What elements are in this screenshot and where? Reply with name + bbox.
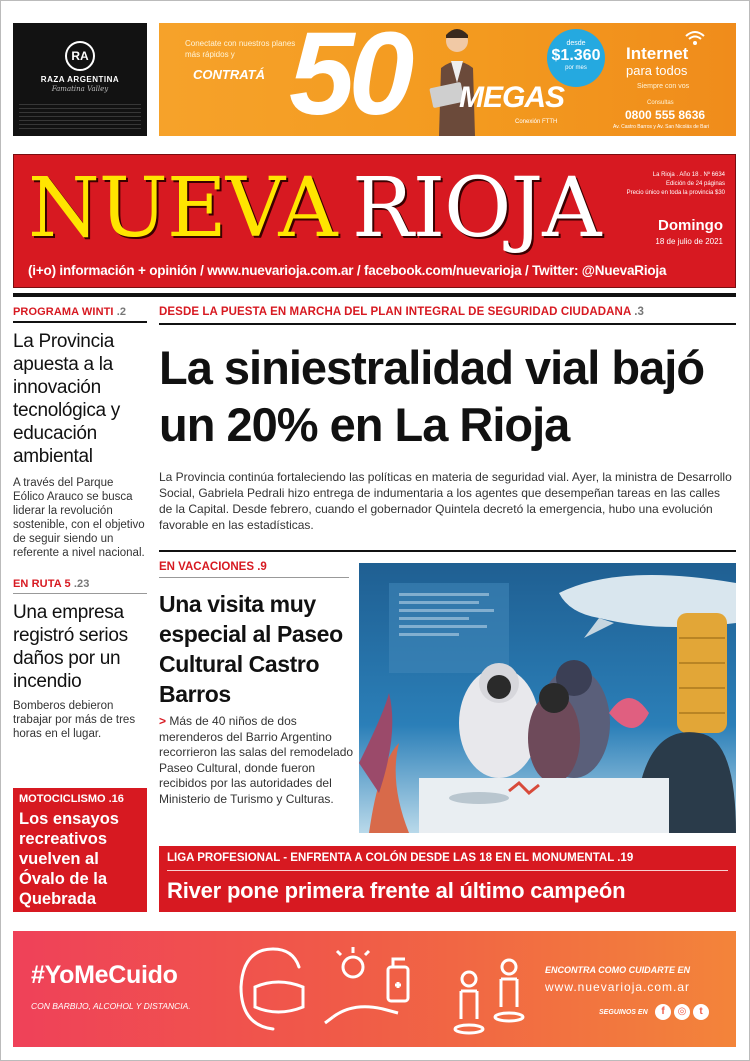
section-label [13, 578, 147, 590]
raza-name: RAZA ARGENTINA [40, 75, 120, 84]
main-kicker-text: DESDE LA PUESTA EN MARCHA DEL PLAN INTEGRAL DE SEGURIDAD CIUDADANA [159, 306, 631, 318]
internet-tagline: Siempre con vos [637, 83, 690, 90]
raza-fine-print [19, 104, 141, 130]
section-label-text: EN RUTA 5 [13, 578, 71, 590]
section-label [13, 306, 147, 318]
internet-ad-speed: 50 [289, 23, 409, 136]
section-page-number: .2 [116, 306, 127, 318]
story-headline: La Provincia apuesta a la innovación tecnológica y educación ambiental [13, 331, 121, 467]
main-kicker [159, 306, 736, 318]
second-body [159, 714, 354, 807]
river-rule [167, 870, 728, 871]
twitter-icon[interactable]: t [693, 1004, 709, 1020]
story-body: Bomberos debieron trabajar por más de tres horas en el lugar. [13, 700, 136, 740]
river-banner[interactable] [159, 846, 736, 912]
main-headline[interactable]: La siniestralidad vial bajó un 20% en La Rioja [159, 341, 705, 451]
internet-brand-line1: Internet [626, 44, 689, 63]
section-label-text: PROGRAMA WINTI [13, 306, 114, 318]
social-distance-icon [455, 960, 523, 1033]
masthead [13, 154, 736, 288]
yomecuido-url[interactable]: www.nuevarioja.com.ar [545, 980, 691, 994]
internet-ad-contrata: CONTRATÁ [193, 67, 265, 82]
yomecuido-follow: SEGUINOS EN [599, 1009, 648, 1016]
internet-ad-megas: MEGAS [459, 81, 565, 114]
main-kicker-page: .3 [634, 306, 645, 318]
person-with-laptop-icon [427, 23, 485, 136]
edition-info-line1: La Rioja . Año 18 . Nº 6634 [652, 172, 725, 178]
internet-ad-intro: Conectate con nuestros planes más rápidos y [185, 39, 296, 59]
section-page-number: .23 [73, 578, 90, 590]
edition-info-line2: Edición de 24 páginas [665, 181, 725, 187]
raza-subtitle: Famatina Valley [51, 85, 109, 93]
section-rule [13, 321, 147, 323]
edition-info [625, 171, 725, 198]
care-icons [233, 937, 533, 1041]
edition-date: 18 de julio de 2021 [655, 237, 723, 246]
mask-face-icon [241, 949, 303, 1029]
main-story-rule [159, 550, 736, 552]
aquarium-visit-photo[interactable] [359, 563, 736, 833]
story-headline: Una empresa registró serios daños por un incendio [13, 602, 128, 692]
motociclismo-headline: Los ensayos recreativos vuelven al Óvalo de la Quebrada [19, 810, 119, 908]
masthead-title-nueva: NUEVA [28, 161, 337, 256]
second-kicker-rule [159, 577, 349, 578]
arrow-icon: > [159, 714, 167, 728]
masthead-title-rioja: RIOJA [352, 161, 601, 256]
masthead-divider [13, 293, 736, 297]
yomecuido-ad[interactable] [13, 931, 736, 1047]
edition-day: Domingo [658, 217, 723, 234]
second-headline[interactable]: Una visita muy especial al Paseo Cultural Castro Barros [159, 591, 343, 707]
second-body-text: Más de 40 niños de dos merenderos del Barrio Argentino recorrieron las salas del remodelado Paseo Cultural, donde fueron recibidos por las autoridades del Ministerio de Turismo y Culturas. [159, 714, 354, 806]
price-from: desde [566, 40, 586, 47]
instagram-icon[interactable]: ◎ [674, 1004, 690, 1020]
left-story-ruta5[interactable] [13, 578, 147, 741]
river-headline: River pone primera frente al último campeón [167, 878, 626, 903]
main-kicker-rule [159, 323, 736, 325]
internet-brand [626, 45, 688, 79]
left-column [13, 306, 147, 741]
river-label: LIGA PROFESIONAL - ENFRENTA A COLÓN DESDE LAS 18 EN EL MONUMENTAL .19 [167, 852, 634, 864]
second-kicker: EN VACACIONES .9 [159, 561, 267, 573]
motociclismo-label: MOTOCICLISMO .16 [19, 793, 124, 805]
internet-brand-line2: para todos [626, 63, 688, 78]
internet-consult-label: Consultas [647, 100, 674, 106]
raza-argentina-ad[interactable] [13, 23, 147, 136]
masthead-strapline: (i+o) información + opinión / www.nuevarioja.com.ar / facebook.com/nuevarioja / Twitter: @NuevaRioja [28, 263, 667, 278]
raza-logo: RA [65, 41, 95, 71]
yomecuido-hashtag: #YoMeCuido [31, 961, 178, 989]
main-body: La Provincia continúa fortaleciendo las políticas en materia de seguridad vial. Ayer, la ministra de Desarrollo Social, Gabriela Pedrali hizo entrega de indumentaria a los agentes que desempeñan tareas en las calles de la Capital. Desde febrero, cuando el gobernador Quintela decretó la emergencia, hubo una evolución favorable en las estadísticas. [159, 470, 732, 532]
edition-info-line3: Precio único en toda la provincia $30 [626, 190, 725, 196]
facebook-icon[interactable]: f [655, 1004, 671, 1020]
story-body: A través del Parque Eólico Arauco se busca liderar la revolución sostenible, con el objetivo de seguir siendo un referente a nivel nacional. [13, 477, 145, 559]
internet-phone[interactable]: 0800 555 8636 [625, 108, 706, 122]
internet-ad[interactable] [159, 23, 736, 136]
price-amount: $1.360 [551, 47, 601, 64]
sanitizer-hand-icon [325, 947, 408, 1023]
motociclismo-box[interactable] [13, 788, 147, 912]
internet-locations: Av. Castro Barros y Av. San Nicolás de Bari [613, 124, 710, 130]
price-bubble [547, 29, 605, 87]
price-period: por mes [565, 65, 587, 71]
section-rule [13, 593, 147, 594]
left-story-winti[interactable] [13, 306, 147, 560]
internet-ad-ftth: Conexión FTTH [515, 119, 558, 125]
yomecuido-find-text: ENCONTRA COMO CUIDARTE EN [545, 965, 691, 975]
yomecuido-subtitle: CON BARBIJO, ALCOHOL Y DISTANCIA. [31, 1001, 191, 1011]
